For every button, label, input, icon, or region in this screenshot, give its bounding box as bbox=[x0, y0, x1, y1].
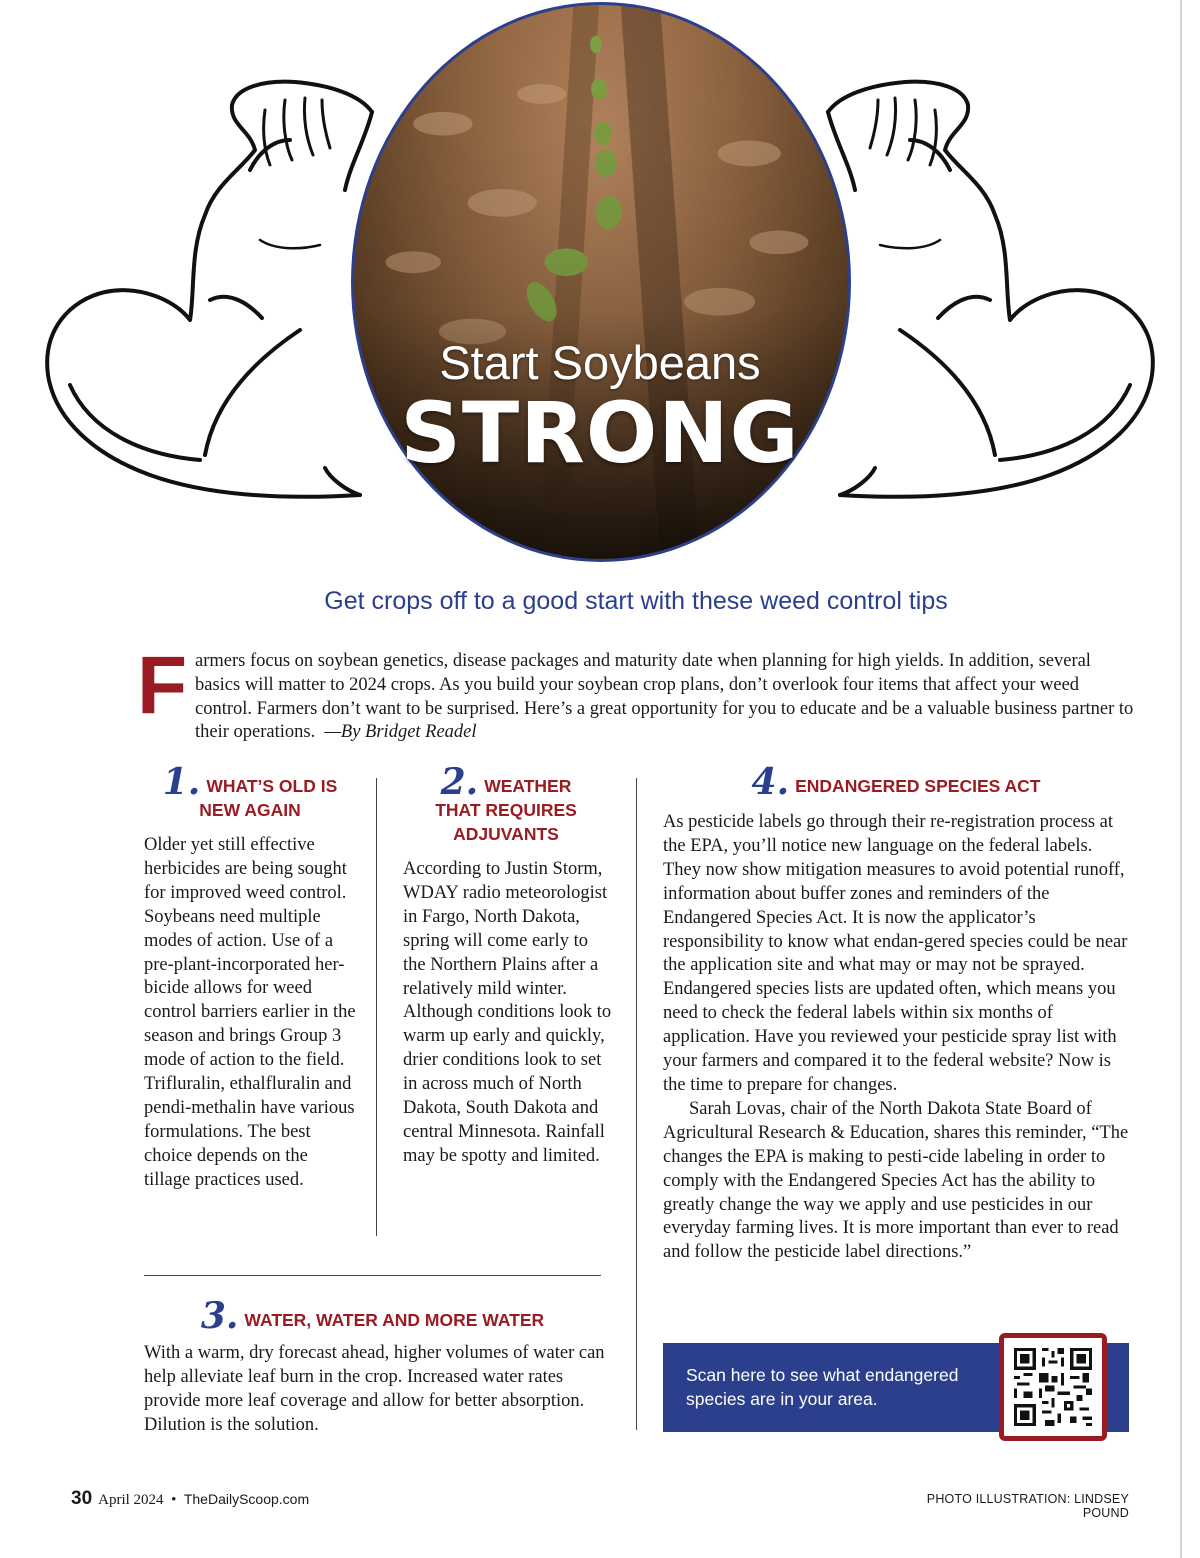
drop-cap: F bbox=[136, 640, 188, 731]
section-1-number: 1. bbox=[162, 761, 201, 803]
section-2-number: 2. bbox=[440, 761, 479, 803]
section-2-title-line3: ADJUVANTS bbox=[453, 824, 559, 844]
intro-paragraph bbox=[144, 650, 1134, 745]
section-divider bbox=[144, 1275, 601, 1276]
section-4-paragraph-1: As pesticide labels go through their re-registration process at the EPA, you’ll notice new language on the federal labels. They now show mitigation measures to avoid potential runoff, information about buffer zones and reminders of the Endangered Species Act. It is now the applicator’s responsibility to know what endan-gered species could be near the application site and what may or may not be sprayed. Endangered species lists are updated often, which means you need to check the federal labels within six months of application. Have you reviewed your pesticide spray list with your farmers and compared it to the federal website? Now is the time to prepare for changes. bbox=[663, 812, 1128, 1095]
bullet-separator: • bbox=[171, 1492, 177, 1508]
photo-credit: PHOTO ILLUSTRATION: LINDSEY POUND bbox=[926, 1492, 1129, 1520]
column-divider-2 bbox=[636, 778, 637, 1430]
section-3-number: 3. bbox=[200, 1295, 239, 1337]
hero-title-strong: STRONG bbox=[400, 384, 800, 482]
section-2-body: According to Justin Storm, WDAY radio meteorologist in Fargo, North Dakota, spring will come early to the Northern Plains after a relatively mild winter. Although conditions look to warm up early and quickly, drier conditions look to set in across much of North Dakota, South Dakota and central Minnesota. Rainfall may be spotty and limited. bbox=[403, 859, 612, 1166]
section-3-title: WATER, WATER AND MORE WATER bbox=[244, 1310, 545, 1330]
section-4-title: ENDANGERED SPECIES ACT bbox=[795, 776, 1041, 796]
section-3-heading bbox=[144, 1295, 601, 1337]
article-subtitle: Get crops off to a good start with these weed control tips bbox=[324, 587, 948, 615]
section-1-body: Older yet still effective herbicides are being sought for improved weed control. Soybeans need multiple modes of action. Use of a pre-plant-incorporated her-bicide allows for weed control barriers earlier in the season and brings Group 3 mode of action to the field. Trifluralin, ethalfluralin and pendi-methalin have various formulations. The best choice depends on the tillage practices used. bbox=[144, 835, 356, 1190]
hero-illustration bbox=[0, 0, 1200, 570]
section-1-title-line1: WHAT’S OLD IS bbox=[206, 776, 338, 796]
section-4-heading bbox=[663, 761, 1129, 803]
column-divider-1 bbox=[376, 778, 377, 1236]
intro-text: armers focus on soybean genetics, disease packages and maturity date when planning for high yields. In addition, several basics will matter to 2024 crops. As you build your soybean crop plans, don’t overlook four items that affect your weed control. Farmers don’t want to be surprised. Here’s a great opportunity for you to educate and be a valuable business partner to their operations. bbox=[195, 651, 1134, 743]
page-number: 30 bbox=[71, 1488, 93, 1509]
section-2-heading bbox=[396, 761, 616, 846]
byline: —By Bridget Readel bbox=[324, 722, 477, 743]
section-2-title-line1: WEATHER bbox=[484, 776, 572, 796]
qr-code[interactable] bbox=[999, 1333, 1107, 1441]
section-1-heading bbox=[144, 761, 356, 822]
section-4-number: 4. bbox=[751, 761, 790, 803]
issue-date: April 2024 bbox=[98, 1492, 164, 1508]
website-link[interactable]: TheDailyScoop.com bbox=[183, 1491, 310, 1507]
footer-folio bbox=[71, 1488, 309, 1510]
section-1-title-line2: NEW AGAIN bbox=[199, 800, 301, 820]
hero-title: Start Soybeans bbox=[439, 336, 761, 389]
section-3-body: With a warm, dry forecast ahead, higher volumes of water can help alleviate leaf burn in the crop. Increased water rates provide more leaf coverage and allow for better absorption. Dilution is the solution. bbox=[144, 1343, 605, 1435]
qr-callout-text: Scan here to see what endangered species are in your area. bbox=[686, 1365, 959, 1409]
section-4-paragraph-2: Sarah Lovas, chair of the North Dakota State Board of Agricultural Research & Education, shares this reminder, “The changes the EPA is making to pesti-cide labeling in order to comply with the Endangered Species Act has the ability to greatly change the way we apply and use pesticides in our everyday farming lives. It is more important than ever to read and follow the pesticide label directions.” bbox=[663, 1098, 1129, 1263]
section-4-body bbox=[663, 811, 1131, 1265]
qr-code-icon bbox=[1014, 1348, 1092, 1426]
section-2-title-line2: THAT REQUIRES bbox=[435, 800, 577, 820]
